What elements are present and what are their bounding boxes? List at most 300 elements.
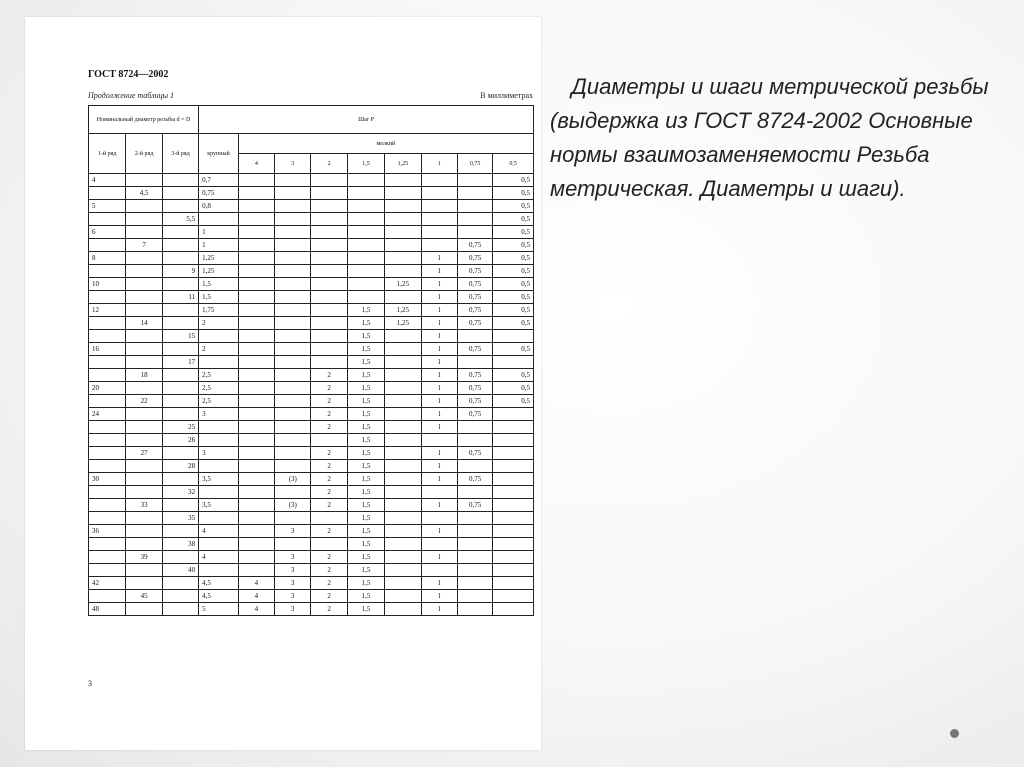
- cell-fine-pitch: [275, 213, 311, 226]
- table-row: [89, 603, 534, 616]
- cell-fine-pitch: [457, 226, 492, 239]
- cell-fine-pitch: 1: [421, 590, 457, 603]
- cell-fine-pitch: 1: [421, 304, 457, 317]
- cell-row2-diameter: [126, 564, 162, 577]
- cell-fine-pitch: 0,75: [457, 473, 492, 486]
- cell-fine-pitch: [311, 187, 347, 200]
- cell-fine-pitch: [311, 291, 347, 304]
- cell-row1-diameter: [89, 460, 126, 473]
- cell-fine-pitch: 0,75: [457, 382, 492, 395]
- cell-fine-pitch: [238, 473, 274, 486]
- cell-row1-diameter: 12: [89, 304, 126, 317]
- header-fine-value: 0,5: [493, 154, 534, 174]
- cell-coarse-pitch: 1: [199, 239, 239, 252]
- cell-row2-diameter: [126, 265, 162, 278]
- cell-row1-diameter: [89, 499, 126, 512]
- cell-fine-pitch: [347, 200, 384, 213]
- cell-fine-pitch: 1: [421, 343, 457, 356]
- cell-fine-pitch: [238, 525, 274, 538]
- cell-fine-pitch: [493, 603, 534, 616]
- cell-row1-diameter: [89, 447, 126, 460]
- cell-row3-diameter: 40: [162, 564, 198, 577]
- document-page: [25, 17, 541, 750]
- cell-fine-pitch: [238, 369, 274, 382]
- cell-fine-pitch: [493, 564, 534, 577]
- cell-fine-pitch: 0,5: [493, 174, 534, 187]
- cell-fine-pitch: 2: [311, 421, 347, 434]
- cell-row2-diameter: [126, 213, 162, 226]
- cell-fine-pitch: [385, 291, 421, 304]
- cell-row1-diameter: [89, 421, 126, 434]
- table-row: [89, 538, 534, 551]
- cell-row2-diameter: [126, 382, 162, 395]
- cell-fine-pitch: [238, 226, 274, 239]
- table-row: [89, 200, 534, 213]
- header-fine: мелкий: [238, 134, 533, 154]
- cell-row2-diameter: [126, 434, 162, 447]
- cell-fine-pitch: [347, 265, 384, 278]
- cell-row2-diameter: 4,5: [126, 187, 162, 200]
- cell-fine-pitch: [238, 200, 274, 213]
- cell-row3-diameter: [162, 252, 198, 265]
- cell-row2-diameter: [126, 291, 162, 304]
- cell-fine-pitch: [385, 226, 421, 239]
- cell-fine-pitch: 0,5: [493, 239, 534, 252]
- cell-row1-diameter: [89, 512, 126, 525]
- cell-row3-diameter: [162, 551, 198, 564]
- cell-fine-pitch: 3: [275, 551, 311, 564]
- cell-fine-pitch: [493, 408, 534, 421]
- cell-fine-pitch: 1: [421, 603, 457, 616]
- cell-fine-pitch: [385, 330, 421, 343]
- cell-row2-diameter: [126, 538, 162, 551]
- cell-fine-pitch: [238, 252, 274, 265]
- cell-fine-pitch: 1,5: [347, 512, 384, 525]
- cell-fine-pitch: [385, 343, 421, 356]
- cell-fine-pitch: [347, 226, 384, 239]
- cell-fine-pitch: [311, 278, 347, 291]
- cell-row3-diameter: [162, 226, 198, 239]
- cell-coarse-pitch: 1,25: [199, 265, 239, 278]
- cell-fine-pitch: 3: [275, 525, 311, 538]
- cell-fine-pitch: 0,75: [457, 369, 492, 382]
- cell-coarse-pitch: [199, 486, 239, 499]
- cell-row1-diameter: 36: [89, 525, 126, 538]
- cell-fine-pitch: [421, 434, 457, 447]
- cell-fine-pitch: [385, 434, 421, 447]
- cell-row2-diameter: [126, 356, 162, 369]
- caption-title: Диаметры и шаги метрической резьбы: [571, 74, 989, 99]
- cell-fine-pitch: [238, 551, 274, 564]
- cell-fine-pitch: [275, 486, 311, 499]
- cell-row3-diameter: 15: [162, 330, 198, 343]
- table-row: [89, 278, 534, 291]
- cell-fine-pitch: 4: [238, 603, 274, 616]
- cell-fine-pitch: 2: [311, 486, 347, 499]
- cell-coarse-pitch: 4,5: [199, 577, 239, 590]
- cell-row3-diameter: [162, 408, 198, 421]
- cell-fine-pitch: [347, 252, 384, 265]
- cell-fine-pitch: [493, 577, 534, 590]
- cell-row3-diameter: [162, 577, 198, 590]
- cell-fine-pitch: 1: [421, 252, 457, 265]
- cell-fine-pitch: 2: [311, 382, 347, 395]
- cell-fine-pitch: [311, 434, 347, 447]
- cell-fine-pitch: 1: [421, 460, 457, 473]
- cell-fine-pitch: 0,5: [493, 369, 534, 382]
- cell-fine-pitch: [385, 460, 421, 473]
- cell-row1-diameter: [89, 330, 126, 343]
- cell-fine-pitch: [385, 512, 421, 525]
- cell-fine-pitch: [385, 603, 421, 616]
- table-row: [89, 408, 534, 421]
- cell-fine-pitch: [457, 421, 492, 434]
- cell-fine-pitch: [457, 187, 492, 200]
- cell-fine-pitch: 1,5: [347, 434, 384, 447]
- cell-row3-diameter: [162, 499, 198, 512]
- cell-fine-pitch: [457, 434, 492, 447]
- cell-fine-pitch: [238, 265, 274, 278]
- cell-fine-pitch: [238, 421, 274, 434]
- cell-fine-pitch: 2: [311, 590, 347, 603]
- cell-fine-pitch: 1,25: [385, 304, 421, 317]
- cell-row2-diameter: 18: [126, 369, 162, 382]
- cell-fine-pitch: [238, 564, 274, 577]
- cell-row1-diameter: [89, 317, 126, 330]
- cell-row3-diameter: 38: [162, 538, 198, 551]
- cell-fine-pitch: 1,25: [385, 278, 421, 291]
- cell-row2-diameter: 27: [126, 447, 162, 460]
- table-row: [89, 226, 534, 239]
- table-row: [89, 174, 534, 187]
- table-row: [89, 356, 534, 369]
- cell-row1-diameter: [89, 213, 126, 226]
- cell-fine-pitch: 1: [421, 499, 457, 512]
- cell-row1-diameter: [89, 564, 126, 577]
- cell-fine-pitch: [275, 200, 311, 213]
- cell-fine-pitch: 2: [311, 473, 347, 486]
- cell-row3-diameter: [162, 395, 198, 408]
- table-row: [89, 551, 534, 564]
- cell-fine-pitch: 1,5: [347, 447, 384, 460]
- cell-row1-diameter: [89, 369, 126, 382]
- cell-fine-pitch: 2: [311, 551, 347, 564]
- cell-fine-pitch: [275, 330, 311, 343]
- cell-fine-pitch: [493, 499, 534, 512]
- cell-fine-pitch: 1,5: [347, 499, 384, 512]
- cell-row3-diameter: [162, 239, 198, 252]
- cell-coarse-pitch: [199, 460, 239, 473]
- cell-fine-pitch: [347, 174, 384, 187]
- cell-fine-pitch: [493, 486, 534, 499]
- cell-row3-diameter: [162, 304, 198, 317]
- cell-fine-pitch: [311, 538, 347, 551]
- cell-fine-pitch: [457, 356, 492, 369]
- table-row: [89, 239, 534, 252]
- cell-fine-pitch: [311, 265, 347, 278]
- cell-row1-diameter: [89, 356, 126, 369]
- cell-fine-pitch: 0,5: [493, 213, 534, 226]
- cell-row2-diameter: [126, 226, 162, 239]
- header-coarse: крупный: [199, 134, 239, 174]
- cell-fine-pitch: [238, 395, 274, 408]
- cell-fine-pitch: [457, 564, 492, 577]
- cell-fine-pitch: [457, 200, 492, 213]
- cell-row1-diameter: 16: [89, 343, 126, 356]
- cell-fine-pitch: [493, 434, 534, 447]
- cell-fine-pitch: [311, 226, 347, 239]
- cell-row3-diameter: [162, 603, 198, 616]
- cell-coarse-pitch: 0,7: [199, 174, 239, 187]
- table-row: [89, 564, 534, 577]
- cell-fine-pitch: [385, 382, 421, 395]
- cell-fine-pitch: [238, 512, 274, 525]
- cell-row3-diameter: 35: [162, 512, 198, 525]
- cell-coarse-pitch: [199, 421, 239, 434]
- cell-fine-pitch: [385, 200, 421, 213]
- cell-fine-pitch: [238, 174, 274, 187]
- cell-fine-pitch: 0,5: [493, 252, 534, 265]
- header-fine-value: 4: [238, 154, 274, 174]
- cell-fine-pitch: 2: [311, 577, 347, 590]
- cell-row1-diameter: [89, 434, 126, 447]
- table-row: [89, 512, 534, 525]
- cell-fine-pitch: [275, 265, 311, 278]
- cell-fine-pitch: [457, 486, 492, 499]
- table-row: [89, 473, 534, 486]
- cell-fine-pitch: [311, 343, 347, 356]
- cell-row2-diameter: [126, 525, 162, 538]
- cell-coarse-pitch: 1,25: [199, 252, 239, 265]
- cell-fine-pitch: 1,25: [385, 317, 421, 330]
- cell-fine-pitch: [385, 174, 421, 187]
- cell-fine-pitch: 1,5: [347, 382, 384, 395]
- slide-dot-icon: [950, 729, 959, 738]
- cell-coarse-pitch: 0,8: [199, 200, 239, 213]
- cell-fine-pitch: [421, 213, 457, 226]
- cell-fine-pitch: 0,5: [493, 395, 534, 408]
- cell-row3-diameter: [162, 187, 198, 200]
- cell-fine-pitch: [311, 356, 347, 369]
- cell-fine-pitch: [421, 486, 457, 499]
- table-row: [89, 343, 534, 356]
- cell-fine-pitch: [238, 343, 274, 356]
- cell-fine-pitch: [457, 512, 492, 525]
- cell-coarse-pitch: 0,75: [199, 187, 239, 200]
- table-row: [89, 421, 534, 434]
- page-number: 3: [88, 679, 92, 688]
- cell-fine-pitch: 1,5: [347, 421, 384, 434]
- cell-fine-pitch: [275, 226, 311, 239]
- cell-row1-diameter: 24: [89, 408, 126, 421]
- cell-row1-diameter: [89, 395, 126, 408]
- cell-fine-pitch: 0,5: [493, 382, 534, 395]
- cell-coarse-pitch: [199, 434, 239, 447]
- cell-fine-pitch: [238, 330, 274, 343]
- cell-fine-pitch: 1: [421, 330, 457, 343]
- cell-fine-pitch: 1,5: [347, 538, 384, 551]
- cell-row3-diameter: 5,5: [162, 213, 198, 226]
- caption-body: (выдержка из ГОСТ 8724-2002 Основные нормы взаимозаменяемости Резьба метрическая. Диаметры и шаги).: [550, 108, 973, 201]
- header-fine-value: 1,25: [385, 154, 421, 174]
- cell-fine-pitch: 1,5: [347, 460, 384, 473]
- cell-row3-diameter: [162, 525, 198, 538]
- cell-fine-pitch: [385, 187, 421, 200]
- thread-table: [88, 105, 534, 616]
- cell-fine-pitch: 0,75: [457, 252, 492, 265]
- cell-fine-pitch: 4: [238, 577, 274, 590]
- cell-fine-pitch: [347, 187, 384, 200]
- cell-fine-pitch: [238, 304, 274, 317]
- cell-coarse-pitch: 4: [199, 551, 239, 564]
- cell-row2-diameter: [126, 486, 162, 499]
- cell-coarse-pitch: 2: [199, 317, 239, 330]
- cell-fine-pitch: 1,5: [347, 473, 384, 486]
- cell-fine-pitch: [457, 174, 492, 187]
- cell-fine-pitch: [311, 512, 347, 525]
- cell-fine-pitch: [385, 408, 421, 421]
- cell-fine-pitch: 1,5: [347, 564, 384, 577]
- cell-fine-pitch: [385, 239, 421, 252]
- cell-fine-pitch: [421, 187, 457, 200]
- cell-fine-pitch: [385, 486, 421, 499]
- cell-fine-pitch: [311, 213, 347, 226]
- cell-fine-pitch: 0,5: [493, 317, 534, 330]
- cell-fine-pitch: 1: [421, 265, 457, 278]
- table-row: [89, 486, 534, 499]
- cell-fine-pitch: 0,75: [457, 408, 492, 421]
- cell-row1-diameter: 4: [89, 174, 126, 187]
- cell-row1-diameter: [89, 239, 126, 252]
- table-row: [89, 317, 534, 330]
- cell-fine-pitch: [385, 473, 421, 486]
- cell-fine-pitch: [457, 538, 492, 551]
- table-row: [89, 434, 534, 447]
- cell-fine-pitch: 1: [421, 395, 457, 408]
- cell-row2-diameter: [126, 512, 162, 525]
- cell-fine-pitch: 1: [421, 421, 457, 434]
- cell-row1-diameter: 48: [89, 603, 126, 616]
- cell-row2-diameter: [126, 603, 162, 616]
- cell-row3-diameter: 9: [162, 265, 198, 278]
- cell-fine-pitch: [275, 317, 311, 330]
- cell-fine-pitch: [311, 174, 347, 187]
- cell-fine-pitch: [457, 213, 492, 226]
- cell-row3-diameter: [162, 590, 198, 603]
- cell-fine-pitch: 0,5: [493, 278, 534, 291]
- cell-row3-diameter: [162, 343, 198, 356]
- header-nominal-diameter: Номинальный диаметр резьбы d = D: [89, 106, 199, 134]
- cell-coarse-pitch: 3: [199, 447, 239, 460]
- table-row: [89, 382, 534, 395]
- cell-fine-pitch: 1: [421, 408, 457, 421]
- cell-fine-pitch: [421, 200, 457, 213]
- cell-fine-pitch: 1: [421, 317, 457, 330]
- cell-fine-pitch: [275, 434, 311, 447]
- cell-coarse-pitch: 1,5: [199, 291, 239, 304]
- cell-row3-diameter: 26: [162, 434, 198, 447]
- cell-fine-pitch: 0,75: [457, 447, 492, 460]
- units-label: В миллиметрах: [480, 91, 533, 100]
- cell-fine-pitch: [421, 174, 457, 187]
- table-body: [89, 174, 534, 616]
- cell-fine-pitch: 2: [311, 499, 347, 512]
- cell-fine-pitch: [275, 291, 311, 304]
- cell-row3-diameter: [162, 174, 198, 187]
- cell-coarse-pitch: 3,5: [199, 499, 239, 512]
- cell-row3-diameter: [162, 278, 198, 291]
- table-row: [89, 499, 534, 512]
- cell-fine-pitch: [421, 512, 457, 525]
- cell-row2-diameter: 45: [126, 590, 162, 603]
- cell-fine-pitch: [457, 551, 492, 564]
- cell-fine-pitch: [385, 590, 421, 603]
- table-row: [89, 447, 534, 460]
- cell-row1-diameter: 30: [89, 473, 126, 486]
- cell-fine-pitch: [238, 460, 274, 473]
- cell-fine-pitch: 1: [421, 278, 457, 291]
- cell-fine-pitch: [385, 395, 421, 408]
- header-fine-value: 2: [311, 154, 347, 174]
- cell-fine-pitch: [493, 330, 534, 343]
- cell-fine-pitch: [238, 382, 274, 395]
- cell-coarse-pitch: 1,75: [199, 304, 239, 317]
- cell-row1-diameter: 10: [89, 278, 126, 291]
- cell-fine-pitch: 2: [311, 395, 347, 408]
- cell-row1-diameter: 42: [89, 577, 126, 590]
- cell-fine-pitch: 1,5: [347, 603, 384, 616]
- cell-fine-pitch: 2: [311, 447, 347, 460]
- cell-fine-pitch: [385, 525, 421, 538]
- cell-row1-diameter: [89, 551, 126, 564]
- cell-row1-diameter: [89, 486, 126, 499]
- cell-fine-pitch: [385, 538, 421, 551]
- cell-row1-diameter: 8: [89, 252, 126, 265]
- cell-fine-pitch: 1,5: [347, 343, 384, 356]
- cell-fine-pitch: [493, 538, 534, 551]
- cell-fine-pitch: 1,5: [347, 577, 384, 590]
- cell-fine-pitch: 0,5: [493, 187, 534, 200]
- cell-fine-pitch: 4: [238, 590, 274, 603]
- cell-row2-diameter: 14: [126, 317, 162, 330]
- cell-fine-pitch: [385, 356, 421, 369]
- cell-fine-pitch: 1: [421, 369, 457, 382]
- cell-fine-pitch: [493, 460, 534, 473]
- cell-fine-pitch: 0,5: [493, 265, 534, 278]
- cell-row1-diameter: [89, 291, 126, 304]
- cell-fine-pitch: [385, 265, 421, 278]
- cell-fine-pitch: [275, 447, 311, 460]
- cell-row2-diameter: [126, 460, 162, 473]
- cell-fine-pitch: 1: [421, 356, 457, 369]
- header-fine-value: 0,75: [457, 154, 492, 174]
- cell-fine-pitch: 0,75: [457, 291, 492, 304]
- cell-fine-pitch: [238, 538, 274, 551]
- cell-fine-pitch: [275, 187, 311, 200]
- cell-row2-diameter: [126, 278, 162, 291]
- cell-row1-diameter: 20: [89, 382, 126, 395]
- cell-row3-diameter: 17: [162, 356, 198, 369]
- cell-fine-pitch: 2: [311, 525, 347, 538]
- cell-fine-pitch: [275, 460, 311, 473]
- cell-fine-pitch: [385, 551, 421, 564]
- cell-fine-pitch: 1: [421, 525, 457, 538]
- cell-fine-pitch: 0,75: [457, 343, 492, 356]
- cell-row3-diameter: [162, 382, 198, 395]
- cell-fine-pitch: [385, 499, 421, 512]
- cell-row2-diameter: 22: [126, 395, 162, 408]
- cell-fine-pitch: [385, 564, 421, 577]
